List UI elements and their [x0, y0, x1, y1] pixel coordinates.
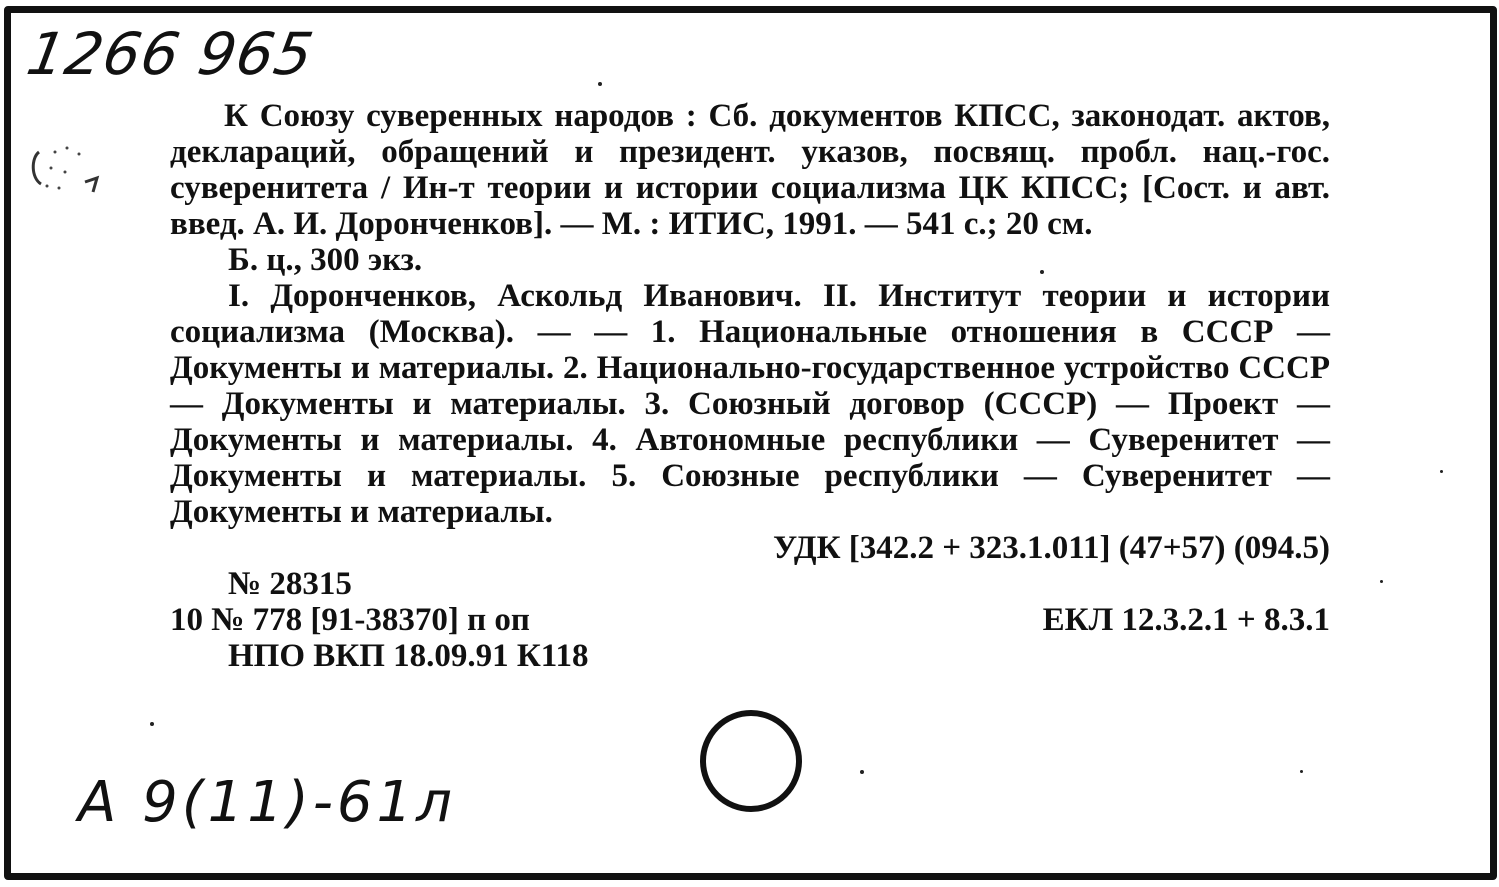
faded-stamp-mark	[25, 138, 111, 208]
order-row	[170, 602, 1330, 638]
speck	[1300, 770, 1303, 773]
subject-headings: I. Доронченков, Аскольд Иванович. II. Институт теории и истории социализма (Москва). — — 1. Национальные отношения в СССР — Документы и материалы. 2. Национально-государственное устройство СССР — Документы и материалы. 3. Союзный договор (СССР) — Проект — Документы и материалы. 4. Автономные республики — Суверенитет — Документы и материалы. 5. Союзные республики — Суверенитет — Документы и материалы.	[170, 278, 1330, 530]
speck	[598, 82, 602, 86]
title-description: К Союзу суверенных народов : Сб. документов КПСС, законодат. актов, деклараций, обращений и президент. указов, посвящ. пробл. нац.-гос. суверенитета / Ин-т теории и истории социализма ЦК КПСС; [Сост. и авт. введ. А. И. Доронченков]. — М. : ИТИС, 1991. — 541 с.; 20 см.	[170, 98, 1330, 242]
npo-line: НПО ВКП 18.09.91 К118	[228, 638, 589, 674]
punch-hole-circle	[700, 710, 802, 812]
handwritten-number: 1266 965	[22, 20, 319, 88]
handwritten-shelf-code: А 9(11)-61л	[78, 770, 456, 835]
speck	[1440, 470, 1443, 473]
record-number: № 28315	[228, 566, 352, 602]
price-copies: Б. ц., 300 экз.	[228, 242, 423, 278]
speck	[150, 722, 154, 726]
speck	[1380, 580, 1383, 583]
order-line: 10 № 778 [91-38370] п оп	[170, 602, 530, 638]
ekl-code: ЕКЛ 12.3.2.1 + 8.3.1	[1042, 602, 1330, 638]
speck	[860, 770, 864, 774]
udk-code: УДК [342.2 + 323.1.011] (47+57) (094.5)	[773, 530, 1330, 566]
bibliographic-record	[170, 98, 1330, 674]
speck	[1040, 270, 1044, 274]
